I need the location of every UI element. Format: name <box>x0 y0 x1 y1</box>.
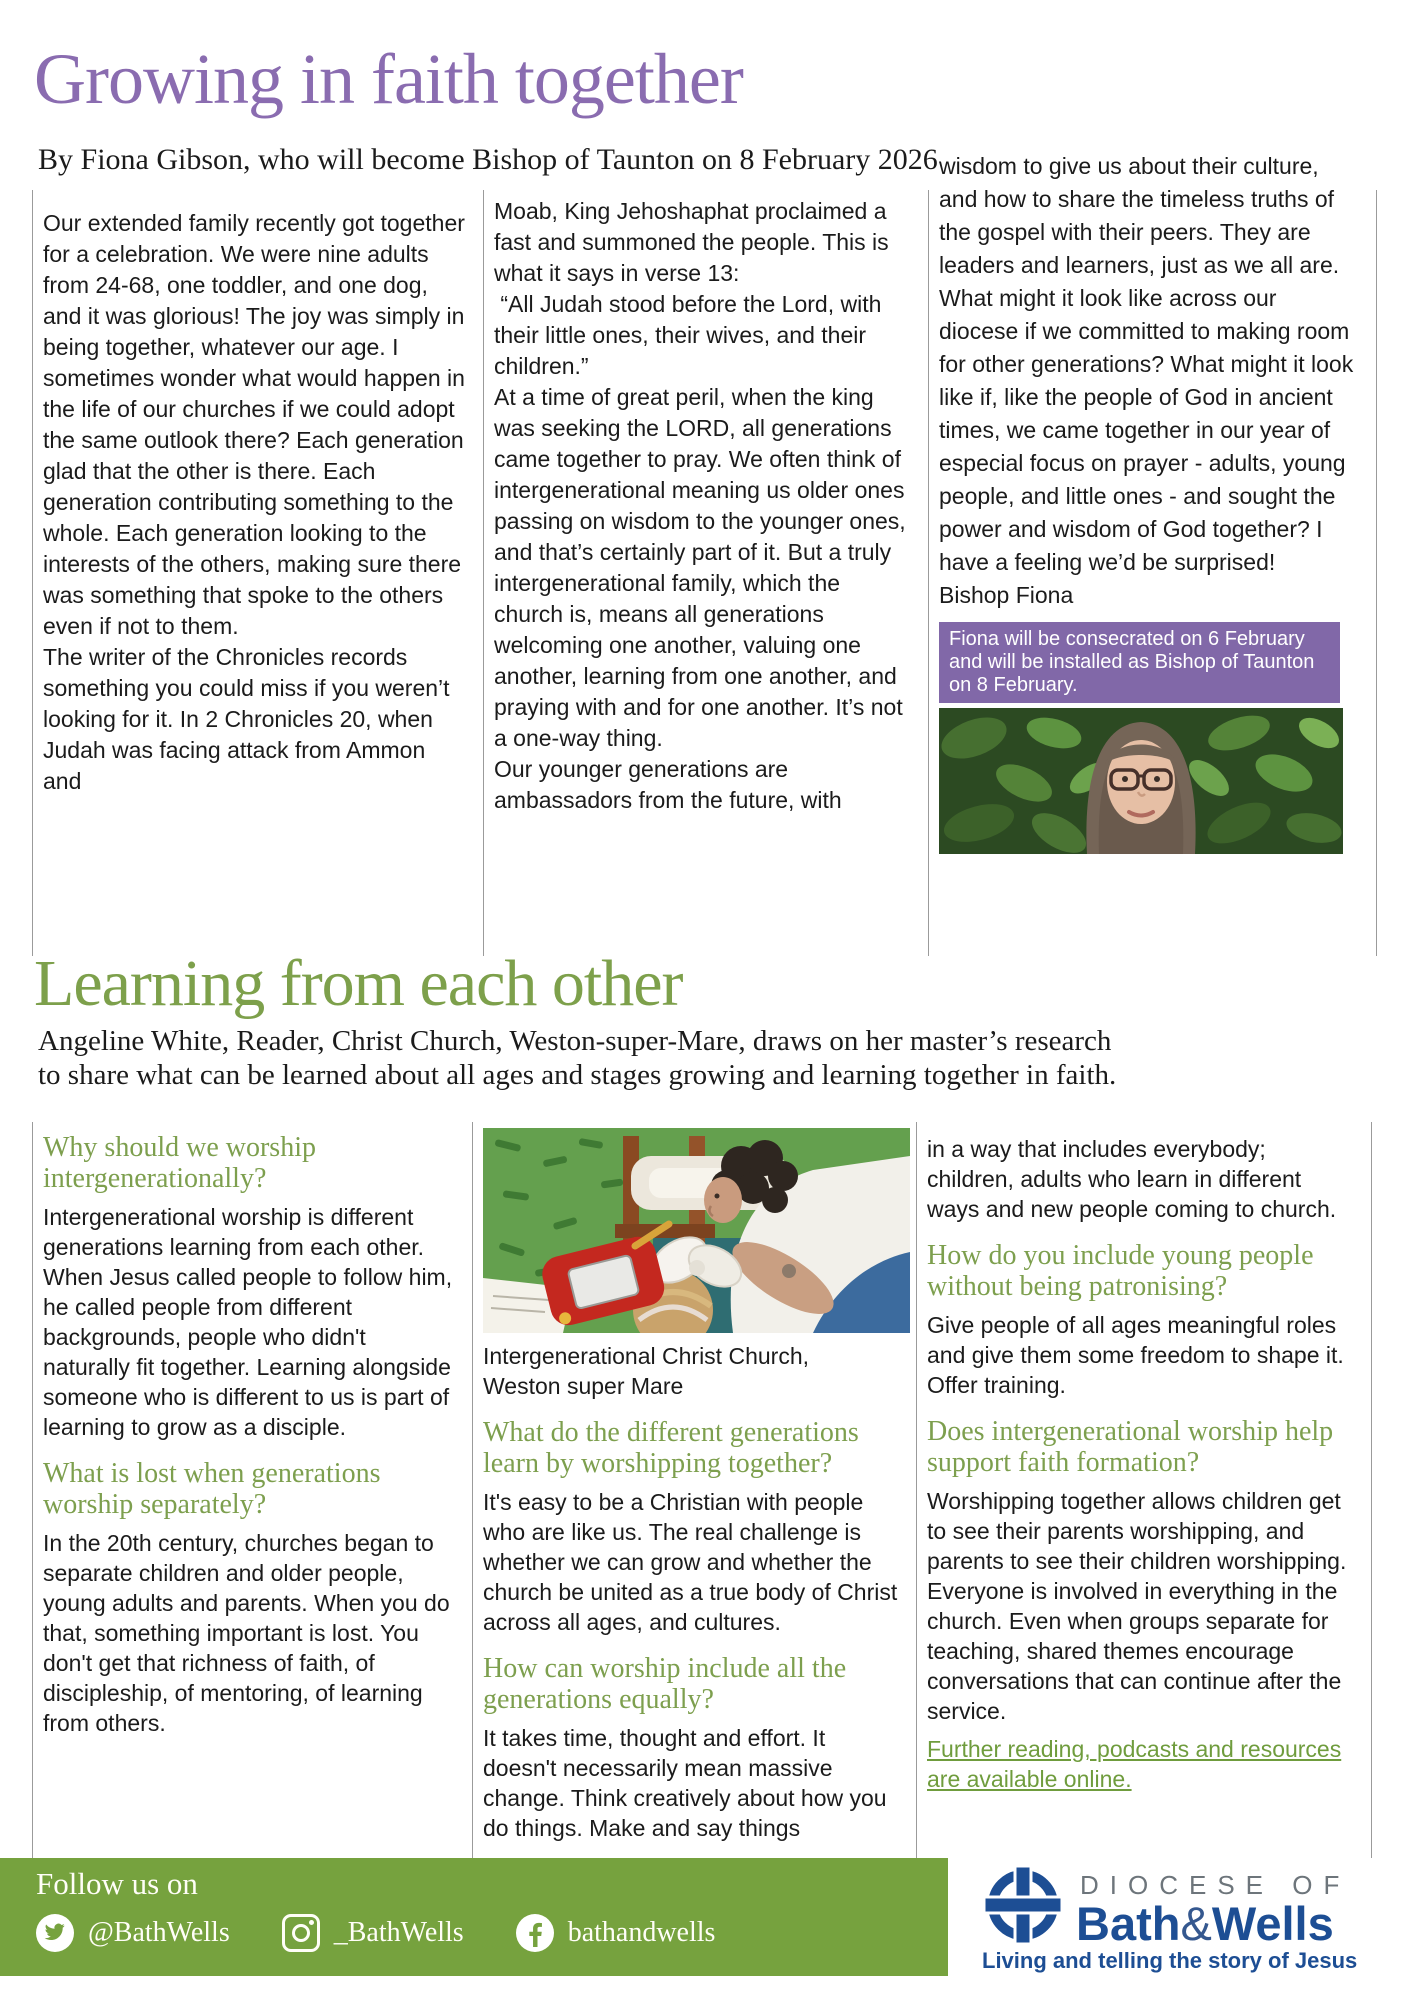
logo-tagline: Living and telling the story of Jesus <box>982 1948 1358 1973</box>
follow-us-label: Follow us on <box>36 1866 198 1901</box>
facebook-handle[interactable]: bathandwells <box>567 1917 716 1948</box>
article1-byline: By Fiona Gibson, who will become Bishop of Taunton on 8 February 2026 <box>38 143 938 176</box>
instagram-lens <box>292 1924 310 1942</box>
article2-column-3 <box>916 1122 1372 1858</box>
diocese-logo <box>948 1858 1414 1976</box>
body-paragraph: The writer of the Chronicles records something you could miss if you weren’t looking for it. In 2 Chronicles 20, when Judah was facing attack from Ammon and <box>43 644 450 794</box>
twitter-handle[interactable]: @BathWells <box>88 1917 230 1948</box>
cross-circle-icon <box>982 1864 1064 1946</box>
answer-paragraph: Intergenerational worship is different generations learning from each other. When Jesus called people to follow him, he called people from different backgrounds, people who didn't naturally fit together. Learning alongside someone who is different to us is part of learning to grow as a disciple. <box>43 1204 453 1440</box>
article2-intro: Angeline White, Reader, Christ Church, Weston-super-Mare, draws on her master’s research to share what can be learned about all ages and stages growing and learning together in faith. <box>38 1025 1117 1091</box>
article1-column-2 <box>483 190 928 956</box>
question-heading: What do the different generations learn by worshipping together? <box>483 1417 859 1479</box>
footer <box>0 1858 1414 1976</box>
article1-column-3 <box>928 153 1377 956</box>
body-paragraph: Our younger generations are ambassadors from the future, with <box>494 756 842 813</box>
logo-ampersand: & <box>1180 1897 1212 1950</box>
logo-bath: Bath <box>1076 1897 1181 1950</box>
twitter-icon[interactable] <box>36 1914 74 1952</box>
answer-paragraph: In the 20th century, churches began to separate children and older people, young adults and parents. When you do that, something important is lost. You don't get that richness of faith, of discipleship, of mentoring, of learning from others. <box>43 1530 450 1736</box>
photo-caption <box>483 1341 900 1401</box>
article2-column-2 <box>472 1122 916 1858</box>
article1-title: Growing in faith together <box>34 39 743 119</box>
logo-diocese-of: DIOCESE OF <box>1080 1870 1351 1900</box>
logo-brand <box>1076 1896 1334 1951</box>
question-heading: How do you include young people without being patronising? <box>927 1240 1314 1302</box>
answer-paragraph: Worshipping together allows children get to see their parents worshipping, and parents to see their children worshipping. Everyone is involved in everything in the church. Even when groups separate for teaching, shared themes encourage conversations that can continue after the service. <box>927 1488 1347 1724</box>
answer-paragraph: It's easy to be a Christian with people who are like us. The real challenge is whether we can grow and whether the church be united as a true body of Christ across all ages, and cultures. <box>483 1489 898 1635</box>
article2-columns <box>32 1122 1372 1858</box>
photo-caption-line2: Weston super Mare <box>483 1373 684 1399</box>
question-heading: Why should we worship intergenerationally? <box>43 1132 316 1194</box>
photo-caption-line1: Intergenerational Christ Church, <box>483 1343 809 1369</box>
instagram-icon[interactable] <box>282 1914 320 1952</box>
body-paragraph: What might it look like across our diocese if we committed to making room for other generations? What might it look like if, like the people of God in ancient times, we came together in our year of especial focus on prayer - adults, young people, and little ones - and sought the power and wisdom of God together? I have a feeling we’d be surprised! <box>939 285 1354 575</box>
answer-paragraph: It takes time, thought and effort. It doesn't necessarily mean massive change. Think creatively about how you do things. Make and say things <box>483 1725 887 1841</box>
logo-wells: Wells <box>1211 1897 1334 1950</box>
article2-column-1 <box>32 1122 472 1858</box>
instagram-handle[interactable]: _BathWells <box>333 1917 464 1948</box>
article2-title: Learning from each other <box>34 947 683 1020</box>
body-paragraph: wisdom to give us about their culture, and how to share the timeless truths of the gospel with their peers. They are leaders and learners, just as we all are. <box>939 153 1340 278</box>
question-heading: What is lost when generations worship separately? <box>43 1458 381 1520</box>
scripture-quote: “All Judah stood before the Lord, with their little ones, their wives, and their children.” <box>494 291 882 379</box>
intergenerational-photo <box>483 1128 910 1333</box>
body-paragraph: Our extended family recently got together for a celebration. We were nine adults from 24-68, one toddler, and one dog, and it was glorious! The joy was simply in being together, whatever our age. I sometimes wonder what would happen in the life of our churches if we could adopt the same outlook there? Each generation glad that the other is there. Each generation contributing something to the whole. Each generation looking to the interests of the others, making sure there was something that spoke to the others even if not to them. <box>43 210 465 639</box>
question-heading: How can worship include all the generations equally? <box>483 1653 847 1715</box>
facebook-icon[interactable] <box>516 1914 554 1952</box>
question-heading: Does intergenerational worship help support faith formation? <box>927 1416 1334 1478</box>
consecration-note: Fiona will be consecrated on 6 February and will be installed as Bishop of Taunton on 8 February. <box>939 622 1340 703</box>
bishop-fiona-photo <box>939 708 1343 854</box>
body-paragraph: At a time of great peril, when the king was seeking the LORD, all generations came together to pray. We often think of intergenerational meaning us older ones passing on wisdom to the younger ones, and that’s certainly part of it. But a truly intergenerational family, which the church is, means all generations welcoming one another, valuing one another, learning from one another, and praying with and for one another. It’s not a one-way thing. <box>494 384 906 751</box>
article1-column-1 <box>32 190 483 956</box>
body-paragraph: Moab, King Jehoshaphat proclaimed a fast and summoned the people. This is what it says in verse 13: <box>494 198 889 286</box>
social-links <box>36 1914 767 1952</box>
answer-paragraph: Give people of all ages meaningful roles and give them some freedom to shape it. Offer training. <box>927 1312 1344 1398</box>
further-reading-link[interactable]: Further reading, podcasts and resources are available online. <box>927 1736 1342 1792</box>
signature-line: Bishop Fiona <box>939 582 1074 608</box>
footer-social-band <box>0 1858 948 1976</box>
instagram-dot <box>309 1920 314 1925</box>
answer-paragraph: in a way that includes everybody; children, adults who learn in different ways and new people coming to church. <box>927 1136 1337 1222</box>
